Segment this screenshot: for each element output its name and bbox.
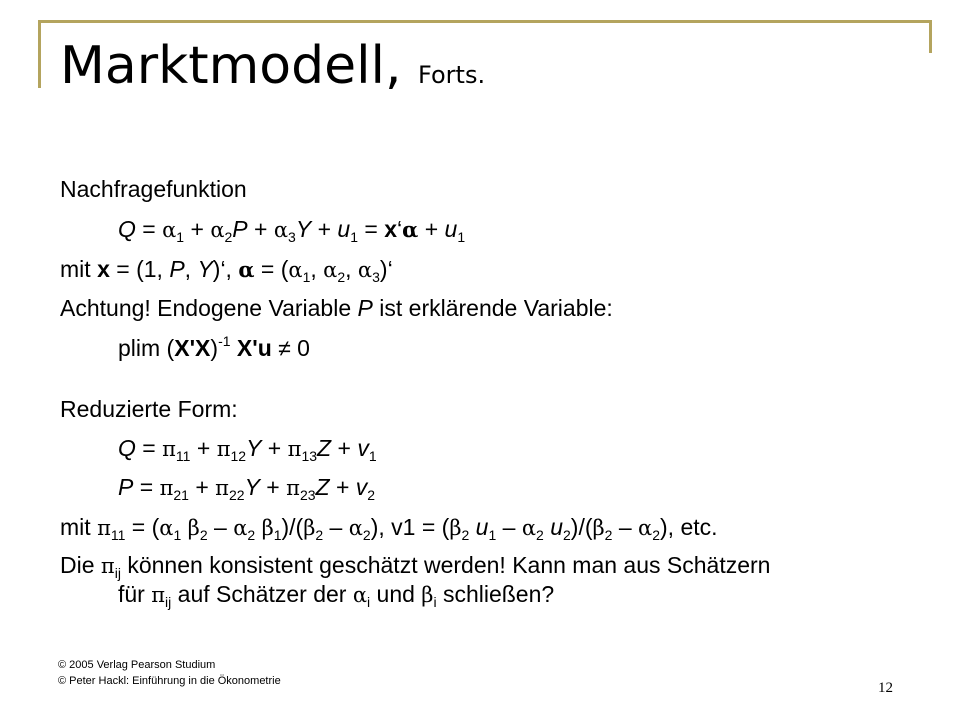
footer-author: © Peter Hackl: Einführung in die Ökonometrie: [58, 675, 281, 687]
footer-publisher: © 2005 Verlag Pearson Studium: [58, 659, 216, 671]
consistency-question-line1: Die $\pi_{ij}$ können konsistent geschätzt werden! Kann man aus Schätzern: [60, 552, 771, 581]
plim-expression: plim $(X'X)^{-1}$ X'u ≠ 0: [118, 333, 310, 361]
demand-equation: $Q = \alpha_1 + \alpha_2P + \alpha_3Y + u_1$ = x‘α + $u_1$: [118, 216, 466, 245]
reduced-form-q: $Q = \pi_{11} + \pi_{12}Y + \pi_{13}Z + v_1$: [118, 435, 377, 464]
frame-right-rule: [929, 20, 932, 53]
heading-reduced-form: Reduzierte Form:: [60, 396, 238, 422]
title-suffix: Forts.: [418, 61, 486, 89]
reduced-form-p: $P = \pi_{21} + \pi_{22}Y + \pi_{23}Z + v_2$: [118, 474, 376, 503]
consistency-question-line2: für $\pi_{ij}$ auf Schätzer der $\alpha_i$ und $\beta_i$ schließen?: [118, 581, 555, 610]
frame-left-rule: [38, 20, 41, 88]
page-number: 12: [878, 680, 893, 696]
warning-line: Achtung! Endogene Variable P ist erklärende Variable:: [60, 295, 613, 321]
coefficient-relation: mit $\pi_{11} = (\alpha_1$ $\beta_2 - \alpha_2$ $\beta_1)/(\beta_2 - \alpha_2)$, $v1 = (\beta_2$ $u_1 - \alpha_2$ $u_2)/(\beta_2 - \alpha_2)$, etc.: [60, 514, 718, 543]
definition-line: mit x = (1, P, Y)‘, $\alpha = (\alpha_1$, $\alpha_2$, $\alpha_3)‘$: [60, 256, 393, 285]
heading-nachfragefunktion: Nachfragefunktion: [60, 176, 247, 202]
frame-top-rule: [38, 20, 932, 23]
slide-title: Marktmodell, Forts.: [60, 36, 486, 96]
